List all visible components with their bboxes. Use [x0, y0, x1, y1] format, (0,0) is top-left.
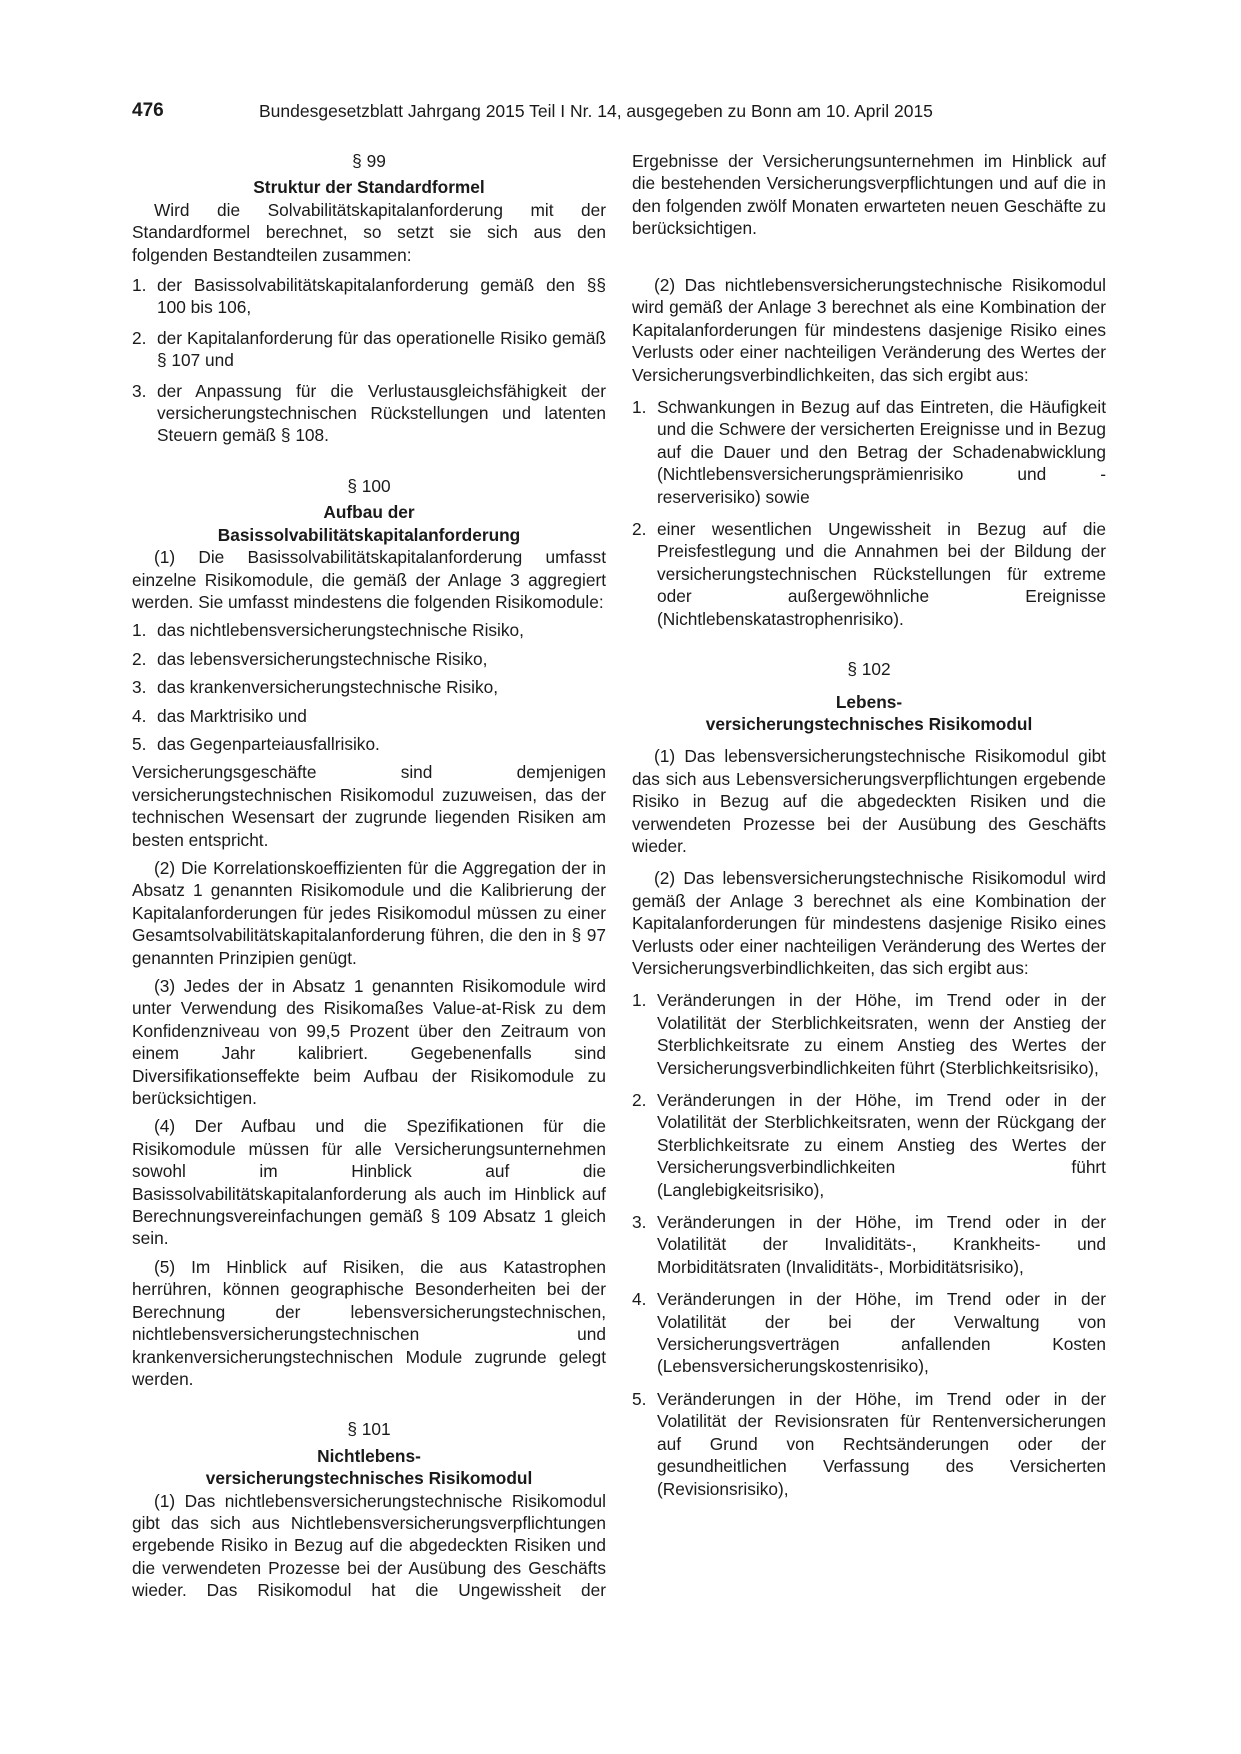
- section-number-100: § 100: [347, 475, 391, 496]
- paragraph: (4) Der Aufbau und die Spezifikationen für die Risikomodule müssen für alle Versicherungsunternehmen sowohl im Hinblick auf die Basissolvabilitätskapitalanforderung als auch im Hinblick auf Berechnungsvereinfachungen gemäß § 109 Absatz 1 gleich sein.: [132, 1116, 606, 1249]
- paragraph: (3) Jedes der in Absatz 1 genannten Risikomodule wird unter Verwendung des Risikomaßes Value-at-Risk zu dem Konfidenzniveau von 99,5 Prozent über den Zeitraum von einem Jahr kalibriert. Gegebenenfalls sind Diversifikationseffekte beim Aufbau der Risikomodule zu berücksichtigen.: [132, 976, 606, 1109]
- list-item: 2. das lebensversicherungstechnische Risiko,: [132, 648, 488, 669]
- paragraph: (5) Im Hinblick auf Risiken, die aus Katastrophen herrühren, können geographische Besonderheiten bei der Berechnung der lebensversicherungstechnischen, nichtlebensversicherungstechnischen und krankenversicherungstechnischen Module zugrunde gelegt werden.: [132, 1256, 606, 1389]
- page-number: 476: [132, 100, 164, 121]
- page-header: [132, 100, 1106, 126]
- section-title-100: Aufbau der Basissolvabilitätskapitalanforderung: [217, 502, 521, 545]
- list-item: 1. das nichtlebensversicherungstechnische Risiko,: [132, 620, 524, 641]
- paragraph: (1) Das lebensversicherungstechnische Risikomodul gibt das sich aus Lebensversicherungsverpflichtungen ergebende Risiko in Bezug auf die abgedeckten Risiken und die verwendeten Prozesse bei der Ausübung des Geschäfts wieder.: [632, 746, 1106, 856]
- paragraph: Versicherungsgeschäfte sind demjenigen versicherungstechnischen Risikomodul zuzuweisen, das der technischen Wesensart der zugrunde liegenden Risiken am besten entspricht.: [132, 762, 606, 850]
- paragraph: (2) Das lebensversicherungstechnische Risikomodul wird gemäß der Anlage 3 berechnet als eine Kombination der Kapitalanforderungen für mindestens dasjenige Risiko eines Verlusts oder einer nachteiligen Veränderung des Wertes der Versicherungsverbindlichkeiten, das sich ergibt aus:: [632, 868, 1106, 978]
- list-item: 1. Schwankungen in Bezug auf das Eintreten, die Häufigkeit und die Schwere der versicherten Ereignisse und in Bezug auf die Dauer und den Betrag der Schadenabwicklung (Nichtlebensversicherungsprämienrisiko und -reserverisiko) sowie: [632, 397, 1106, 507]
- left-column: [132, 150, 606, 1602]
- section-title-101: Nichtlebens- versicherungstechnisches Risikomodul: [205, 1445, 533, 1489]
- paragraph: (1) Die Basissolvabilitätskapitalanforderung umfasst einzelne Risikomodule, die gemäß der Anlage 3 aggregiert werden. Sie umfasst mindestens die folgenden Risikomodule:: [132, 547, 606, 612]
- section-number-102: § 102: [847, 659, 891, 680]
- paragraph-continuation: [632, 150, 1106, 262]
- section-title-99: Struktur der Standardformel: [253, 177, 485, 198]
- section-title-102: Lebens- versicherungstechnisches Risikomodul: [705, 691, 1033, 734]
- paragraph: (2) Das nichtlebensversicherungstechnische Risikomodul wird gemäß der Anlage 3 berechnet als eine Kombination der Kapitalanforderungen für mindestens dasjenige Risiko eines Verlusts oder einer nachteiligen Veränderung des Wertes der Versicherungsverbindlichkeiten, das sich ergibt aus:: [632, 275, 1106, 385]
- list-item: 2. der Kapitalanforderung für das operationelle Risiko gemäß § 107 und: [132, 327, 606, 371]
- list-item: 5. das Gegenparteiausfallrisiko.: [132, 733, 380, 754]
- list-item: 2. einer wesentlichen Ungewissheit in Bezug auf die Preisfestlegung und die Annahmen bei der Bildung der versicherungstechnischen Rückstellungen für extreme oder außergewöhnliche Ereignisse (Nichtlebenskatastrophenrisiko).: [632, 519, 1106, 629]
- continuation-text: Ergebnisse der Versicherungsunternehmen im Hinblick auf die bestehenden Versicherungsverpflichtungen und auf die in den folgenden zwölf Monaten erwarteten neuen Geschäfte zu berücksichtigen.: [632, 151, 1106, 239]
- list-item: 4. Veränderungen in der Höhe, im Trend oder in der Volatilität der bei der Verwaltung von Versicherungsverträgen anfallenden Kosten (Lebensversicherungskostenrisiko),: [632, 1289, 1106, 1377]
- list-item: 1. der Basissolvabilitätskapitalanforderung gemäß den §§ 100 bis 106,: [132, 275, 606, 318]
- running-title: Bundesgesetzblatt Jahrgang 2015 Teil I Nr. 14, ausgegeben zu Bonn am 10. April 2015: [259, 101, 933, 121]
- list-item: 3. der Anpassung für die Verlustausgleichsfähigkeit der versicherungstechnischen Rückstellungen und latenten Steuern gemäß § 108.: [132, 380, 606, 446]
- list-item: 3. das krankenversicherungstechnische Risiko,: [132, 677, 498, 698]
- right-column: [632, 150, 1106, 1500]
- section-number-99: § 99: [352, 151, 386, 171]
- paragraph: Wird die Solvabilitätskapitalanforderung mit der Standardformel berechnet, so setzt sie sich aus den folgenden Bestandteilen zusammen:: [132, 199, 606, 265]
- section-number-101: § 101: [347, 1419, 391, 1440]
- paragraph: (2) Die Korrelationskoeffizienten für die Aggregation der in Absatz 1 genannten Risikomodule und die Kalibrierung der Kapitalanforderungen für jedes Risikomodul müssen zu einer Gesamtsolvabilitätskapitalanforderung führen, die den in § 97 genannten Prinzipien genügt.: [132, 857, 606, 968]
- paragraph-continued: (1) Das nichtlebensversicherungstechnische Risikomodul gibt das sich aus Nichtlebensversicherungsverpflichtungen ergebende Risiko in Bezug auf die abgedeckten Risiken und die verwendeten Prozesse bei der Ausübung des Geschäfts wieder. Das Risikomodul hat die Ungewissheit der: [132, 1490, 606, 1601]
- list-item: 4. das Marktrisiko und: [132, 705, 307, 726]
- list-item: 5. Veränderungen in der Höhe, im Trend oder in der Volatilität der Revisionsraten für Rentenversicherungen auf Grund von Rechtsänderungen oder der gesundheitlichen Verfassung des Versicherten (Revisionsrisiko),: [632, 1388, 1106, 1499]
- list-item: 2. Veränderungen in der Höhe, im Trend oder in der Volatilität der Sterblichkeitsraten, wenn der Rückgang der Sterblichkeitsrate zu einem Anstieg des Wertes der Versicherungsverbindlichkeiten führt (Langlebigkeitsrisiko),: [632, 1090, 1106, 1200]
- list-item: 1. Veränderungen in der Höhe, im Trend oder in der Volatilität der Sterblichkeitsraten, wenn der Anstieg der Sterblichkeitsrate zu einem Anstieg des Wertes der Versicherungsverbindlichkeiten führt (Sterblichkeitsrisiko),: [632, 990, 1106, 1078]
- list-item: 3. Veränderungen in der Höhe, im Trend oder in der Volatilität der Invaliditäts-, Krankheits- und Morbiditätsraten (Invaliditäts-, Morbiditätsrisiko),: [632, 1212, 1106, 1277]
